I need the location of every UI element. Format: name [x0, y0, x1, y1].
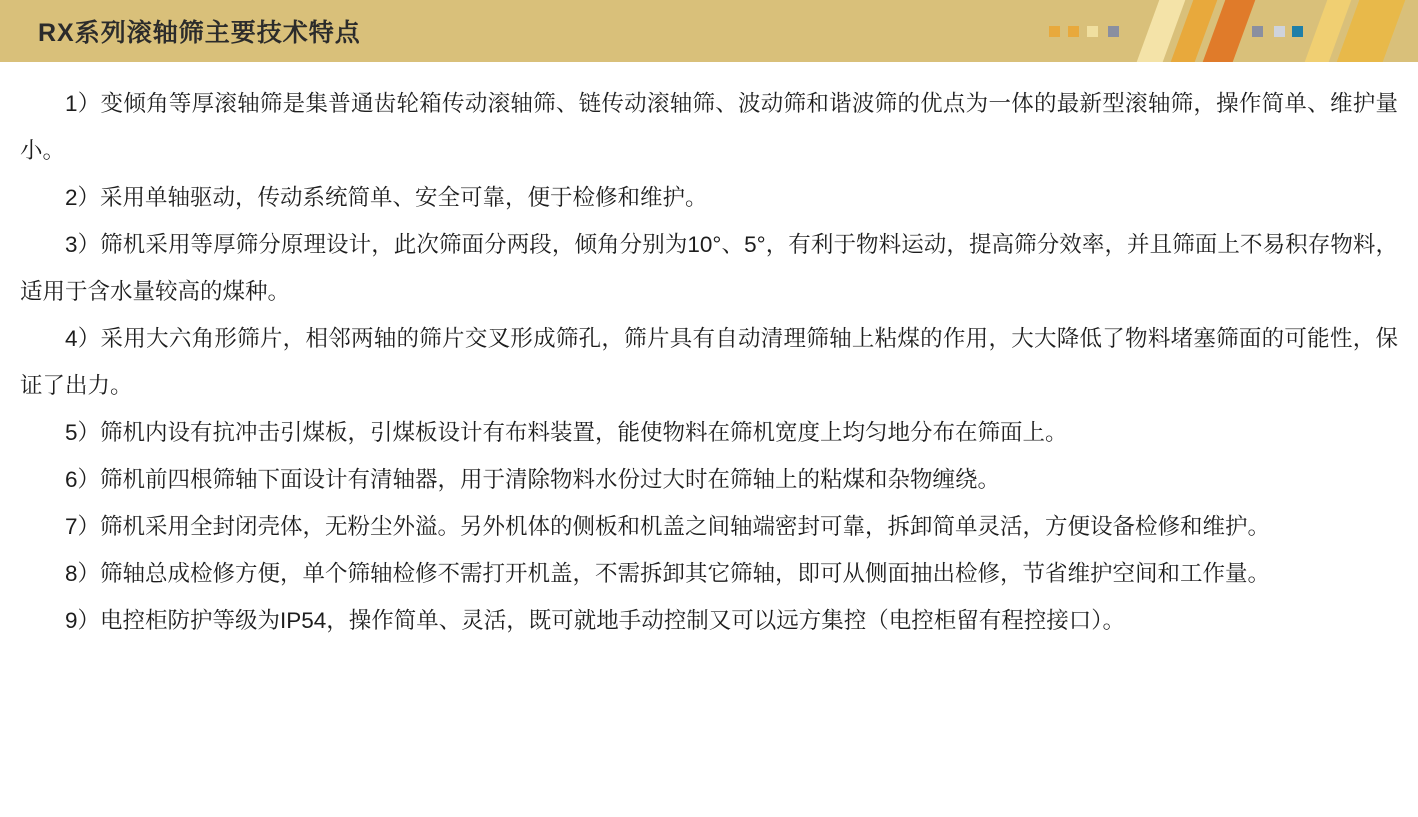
banner-dot-6 — [1274, 26, 1285, 37]
banner-dot-4 — [1108, 26, 1119, 37]
paragraph-4: 4）采用大六角形筛片，相邻两轴的筛片交叉形成筛孔，筛片具有自动清理筛轴上粘煤的作用，大大降低了物料堵塞筛面的可能性，保证了出力。 — [20, 326, 1398, 398]
paragraph-8: 8）筛轴总成检修方便，单个筛轴检修不需打开机盖，不需拆卸其它筛轴，即可从侧面抽出检修，节省维护空间和工作量。 — [65, 561, 1271, 586]
paragraph-6: 6）筛机前四根筛轴下面设计有清轴器，用于清除物料水份过大时在筛轴上的粘煤和杂物缠绕。 — [65, 467, 1001, 492]
banner-dot-3 — [1087, 26, 1098, 37]
paragraph-7: 7）筛机采用全封闭壳体，无粉尘外溢。另外机体的侧板和机盖之间轴端密封可靠，拆卸简单灵活，方便设备检修和维护。 — [65, 514, 1271, 539]
paragraph-9: 9）电控柜防护等级为IP54，操作简单、灵活，既可就地手动控制又可以远方集控（电控柜留有程控接口）。 — [65, 608, 1126, 633]
page-title: RX系列滚轴筛主要技术特点 — [38, 19, 361, 47]
paragraph-3: 3）筛机采用等厚筛分原理设计，此次筛面分两段，倾角分别为10°、5°，有利于物料运动，提高筛分效率，并且筛面上不易积存物料，适用于含水量较高的煤种。 — [20, 232, 1398, 304]
document-body — [0, 62, 1418, 644]
paragraph-5: 5）筛机内设有抗冲击引煤板，引煤板设计有布料装置，能使物料在筛机宽度上均匀地分布在筛面上。 — [65, 420, 1068, 445]
banner-dot-2 — [1068, 26, 1079, 37]
paragraph-2: 2）采用单轴驱动，传动系统简单、安全可靠，便于检修和维护。 — [65, 185, 708, 210]
banner-dot-1 — [1049, 26, 1060, 37]
paragraph-1: 1）变倾角等厚滚轴筛是集普通齿轮箱传动滚轴筛、链传动滚轴筛、波动筛和谐波筛的优点为一体的最新型滚轴筛，操作简单、维护量小。 — [20, 91, 1398, 163]
banner-dot-7 — [1292, 26, 1303, 37]
banner-dot-5 — [1252, 26, 1263, 37]
page-header — [0, 0, 1418, 62]
